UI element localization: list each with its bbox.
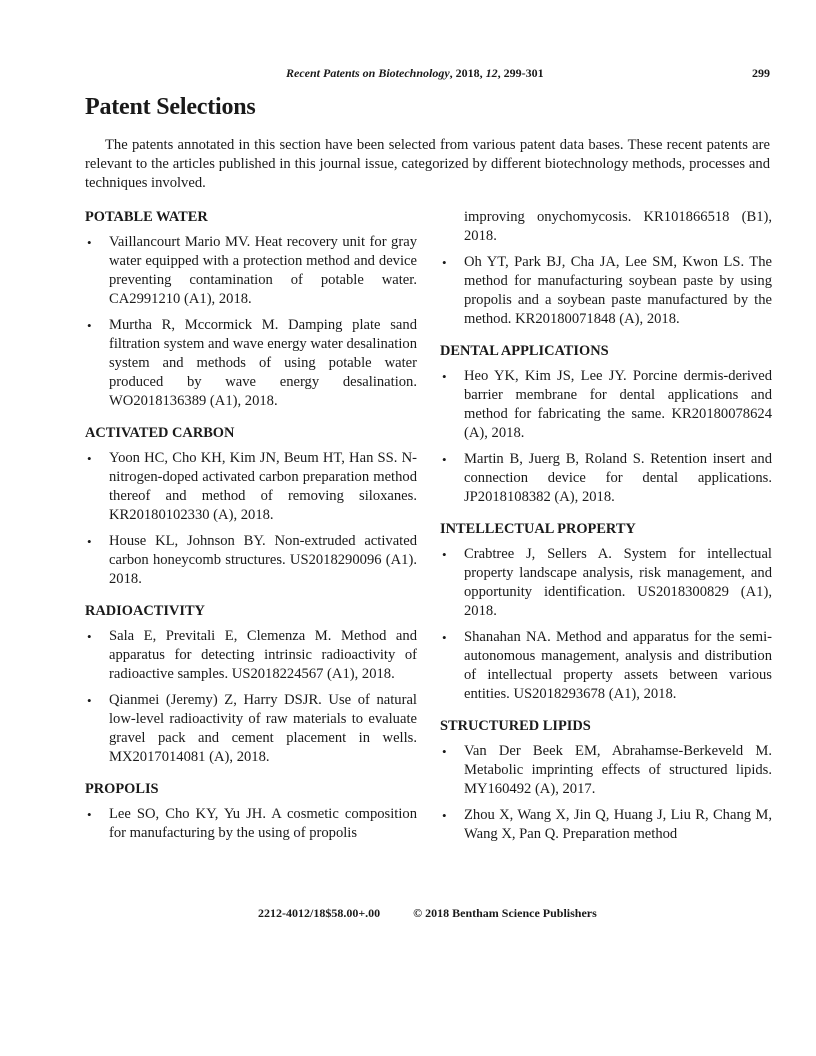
patent-entry: [85, 627, 417, 684]
patent-citation: Shanahan NA. Method and apparatus for the semi-autonomous management, analysis and distribution of intellectual property assets between various entities. US2018293678 (A1), 2018.: [464, 629, 772, 702]
journal-volume: 12: [485, 66, 498, 80]
patent-entry: [440, 742, 772, 799]
bullet-icon: •: [442, 744, 447, 759]
right-column: [440, 208, 772, 857]
bullet-icon: •: [87, 235, 92, 250]
section-heading: ACTIVATED CARBON: [85, 425, 235, 441]
section-heading: STRUCTURED LIPIDS: [440, 718, 591, 734]
bullet-icon: •: [87, 807, 92, 822]
entry-list: [440, 367, 772, 507]
entry-list: [440, 742, 772, 844]
entry-list: [440, 253, 772, 329]
separator: ,: [449, 66, 456, 80]
patent-section: [85, 208, 417, 411]
patent-entry: [85, 449, 417, 525]
bullet-icon: •: [442, 808, 447, 823]
bullet-icon: •: [87, 318, 92, 333]
entry-list: [85, 805, 417, 843]
patent-citation: Murtha R, Mccormick M. Damping plate sand filtration system and wave energy water desalination system and methods of using potable water produced by wave energy desalination. WO2018136389 (A1), 2018.: [109, 317, 417, 409]
issn-price: 2212-4012/18$58.00+.00: [258, 906, 381, 920]
running-head: [286, 66, 770, 81]
patent-citation: Lee SO, Cho KY, Yu JH. A cosmetic composition for manufacturing by the using of propolis: [109, 806, 417, 841]
patent-entry: [440, 806, 772, 844]
bullet-icon: •: [442, 255, 447, 270]
patent-citation: House KL, Johnson BY. Non-extruded activated carbon honeycomb structures. US2018290096 (A1). 2018.: [109, 533, 417, 587]
bullet-icon: •: [87, 451, 92, 466]
patent-citation: Yoon HC, Cho KH, Kim JN, Beum HT, Han SS. N-nitrogen-doped activated carbon preparation method thereof and method of removing siloxanes. KR20180102330 (A), 2018.: [109, 450, 417, 523]
patent-entry: [85, 316, 417, 411]
left-column: [85, 208, 417, 856]
bullet-icon: •: [442, 547, 447, 562]
patent-entry: [85, 233, 417, 309]
separator: ,: [497, 66, 504, 80]
patent-entry: [440, 367, 772, 443]
entry-list: [85, 627, 417, 767]
patent-citation: Van Der Beek EM, Abrahamse-Berkeveld M. Metabolic imprinting effects of structured lipids. MY160492 (A), 2017.: [464, 743, 772, 797]
patent-citation: Martin B, Juerg B, Roland S. Retention insert and connection device for dental applications. JP2018108382 (A), 2018.: [464, 451, 772, 505]
patent-section: [85, 424, 417, 589]
patent-entry: [440, 253, 772, 329]
bullet-icon: •: [87, 534, 92, 549]
section-heading: INTELLECTUAL PROPERTY: [440, 521, 636, 537]
patent-citation: Crabtree J, Sellers A. System for intellectual property landscape analysis, risk management, and opportunity identification. US2018300829 (A1), 2018.: [464, 546, 772, 619]
bullet-icon: •: [87, 693, 92, 708]
patent-section: [85, 780, 417, 843]
journal-name: Recent Patents on Biotechnology: [286, 66, 450, 80]
entry-list: [440, 545, 772, 704]
patent-citation: Oh YT, Park BJ, Cha JA, Lee SM, Kwon LS. The method for manufacturing soybean paste by using propolis and a soybean paste manufactured by the method. KR20180071848 (A), 2018.: [464, 254, 772, 327]
footer: [258, 906, 597, 921]
page-number: 299: [752, 66, 770, 80]
patent-entry: [85, 532, 417, 589]
section-heading: PROPOLIS: [85, 781, 159, 797]
patent-entry: [440, 450, 772, 507]
patent-citation: Heo YK, Kim JS, Lee JY. Porcine dermis-derived barrier membrane for dental applications and method for fabricating the same. KR20180078624 (A), 2018.: [464, 368, 772, 441]
patent-citation: Sala E, Previtali E, Clemenza M. Method and apparatus for detecting intrinsic radioactivity of radioactive samples. US2018224567 (A1), 2018.: [109, 628, 417, 682]
patent-section: [440, 717, 772, 844]
patent-section: [440, 342, 772, 507]
right-sections: [440, 342, 772, 844]
copyright: © 2018 Bentham Science Publishers: [413, 906, 597, 920]
patent-section: [440, 520, 772, 704]
journal-pages: 299-301: [503, 66, 544, 80]
patent-citation: Vaillancourt Mario MV. Heat recovery unit for gray water equipped with a protection method and device preventing contamination of potable water. CA2991210 (A1), 2018.: [109, 234, 417, 307]
bullet-icon: •: [442, 369, 447, 384]
patent-entry: [440, 628, 772, 704]
entry-list: [85, 449, 417, 589]
page-title: Patent Selections: [85, 94, 256, 120]
patent-entry: [85, 691, 417, 767]
patent-entry: [440, 545, 772, 621]
patent-entry: [85, 805, 417, 843]
intro-paragraph: The patents annotated in this section have been selected from various patent data bases. These recent patents are relevant to the articles published in this journal issue, categorized by different biotechnology methods, processes and techniques involved.: [85, 137, 770, 191]
entry-list: [85, 233, 417, 411]
section-heading: DENTAL APPLICATIONS: [440, 343, 609, 359]
continued-entry-text: improving onychomycosis. KR101866518 (B1), 2018.: [464, 209, 772, 244]
patent-section: [85, 602, 417, 767]
bullet-icon: •: [87, 629, 92, 644]
patent-citation: Zhou X, Wang X, Jin Q, Huang J, Liu R, Chang M, Wang X, Pan Q. Preparation method: [464, 807, 772, 842]
section-heading: POTABLE WATER: [85, 209, 208, 225]
section-heading: RADIOACTIVITY: [85, 603, 205, 619]
bullet-icon: •: [442, 452, 447, 467]
bullet-icon: •: [442, 630, 447, 645]
separator: ,: [479, 66, 486, 80]
journal-year: 2018: [455, 66, 480, 80]
patent-citation: Qianmei (Jeremy) Z, Harry DSJR. Use of natural low-level radioactivity of raw materials to evaluate gravel pack and cement placement in wells. MX2017014081 (A), 2018.: [109, 692, 417, 765]
